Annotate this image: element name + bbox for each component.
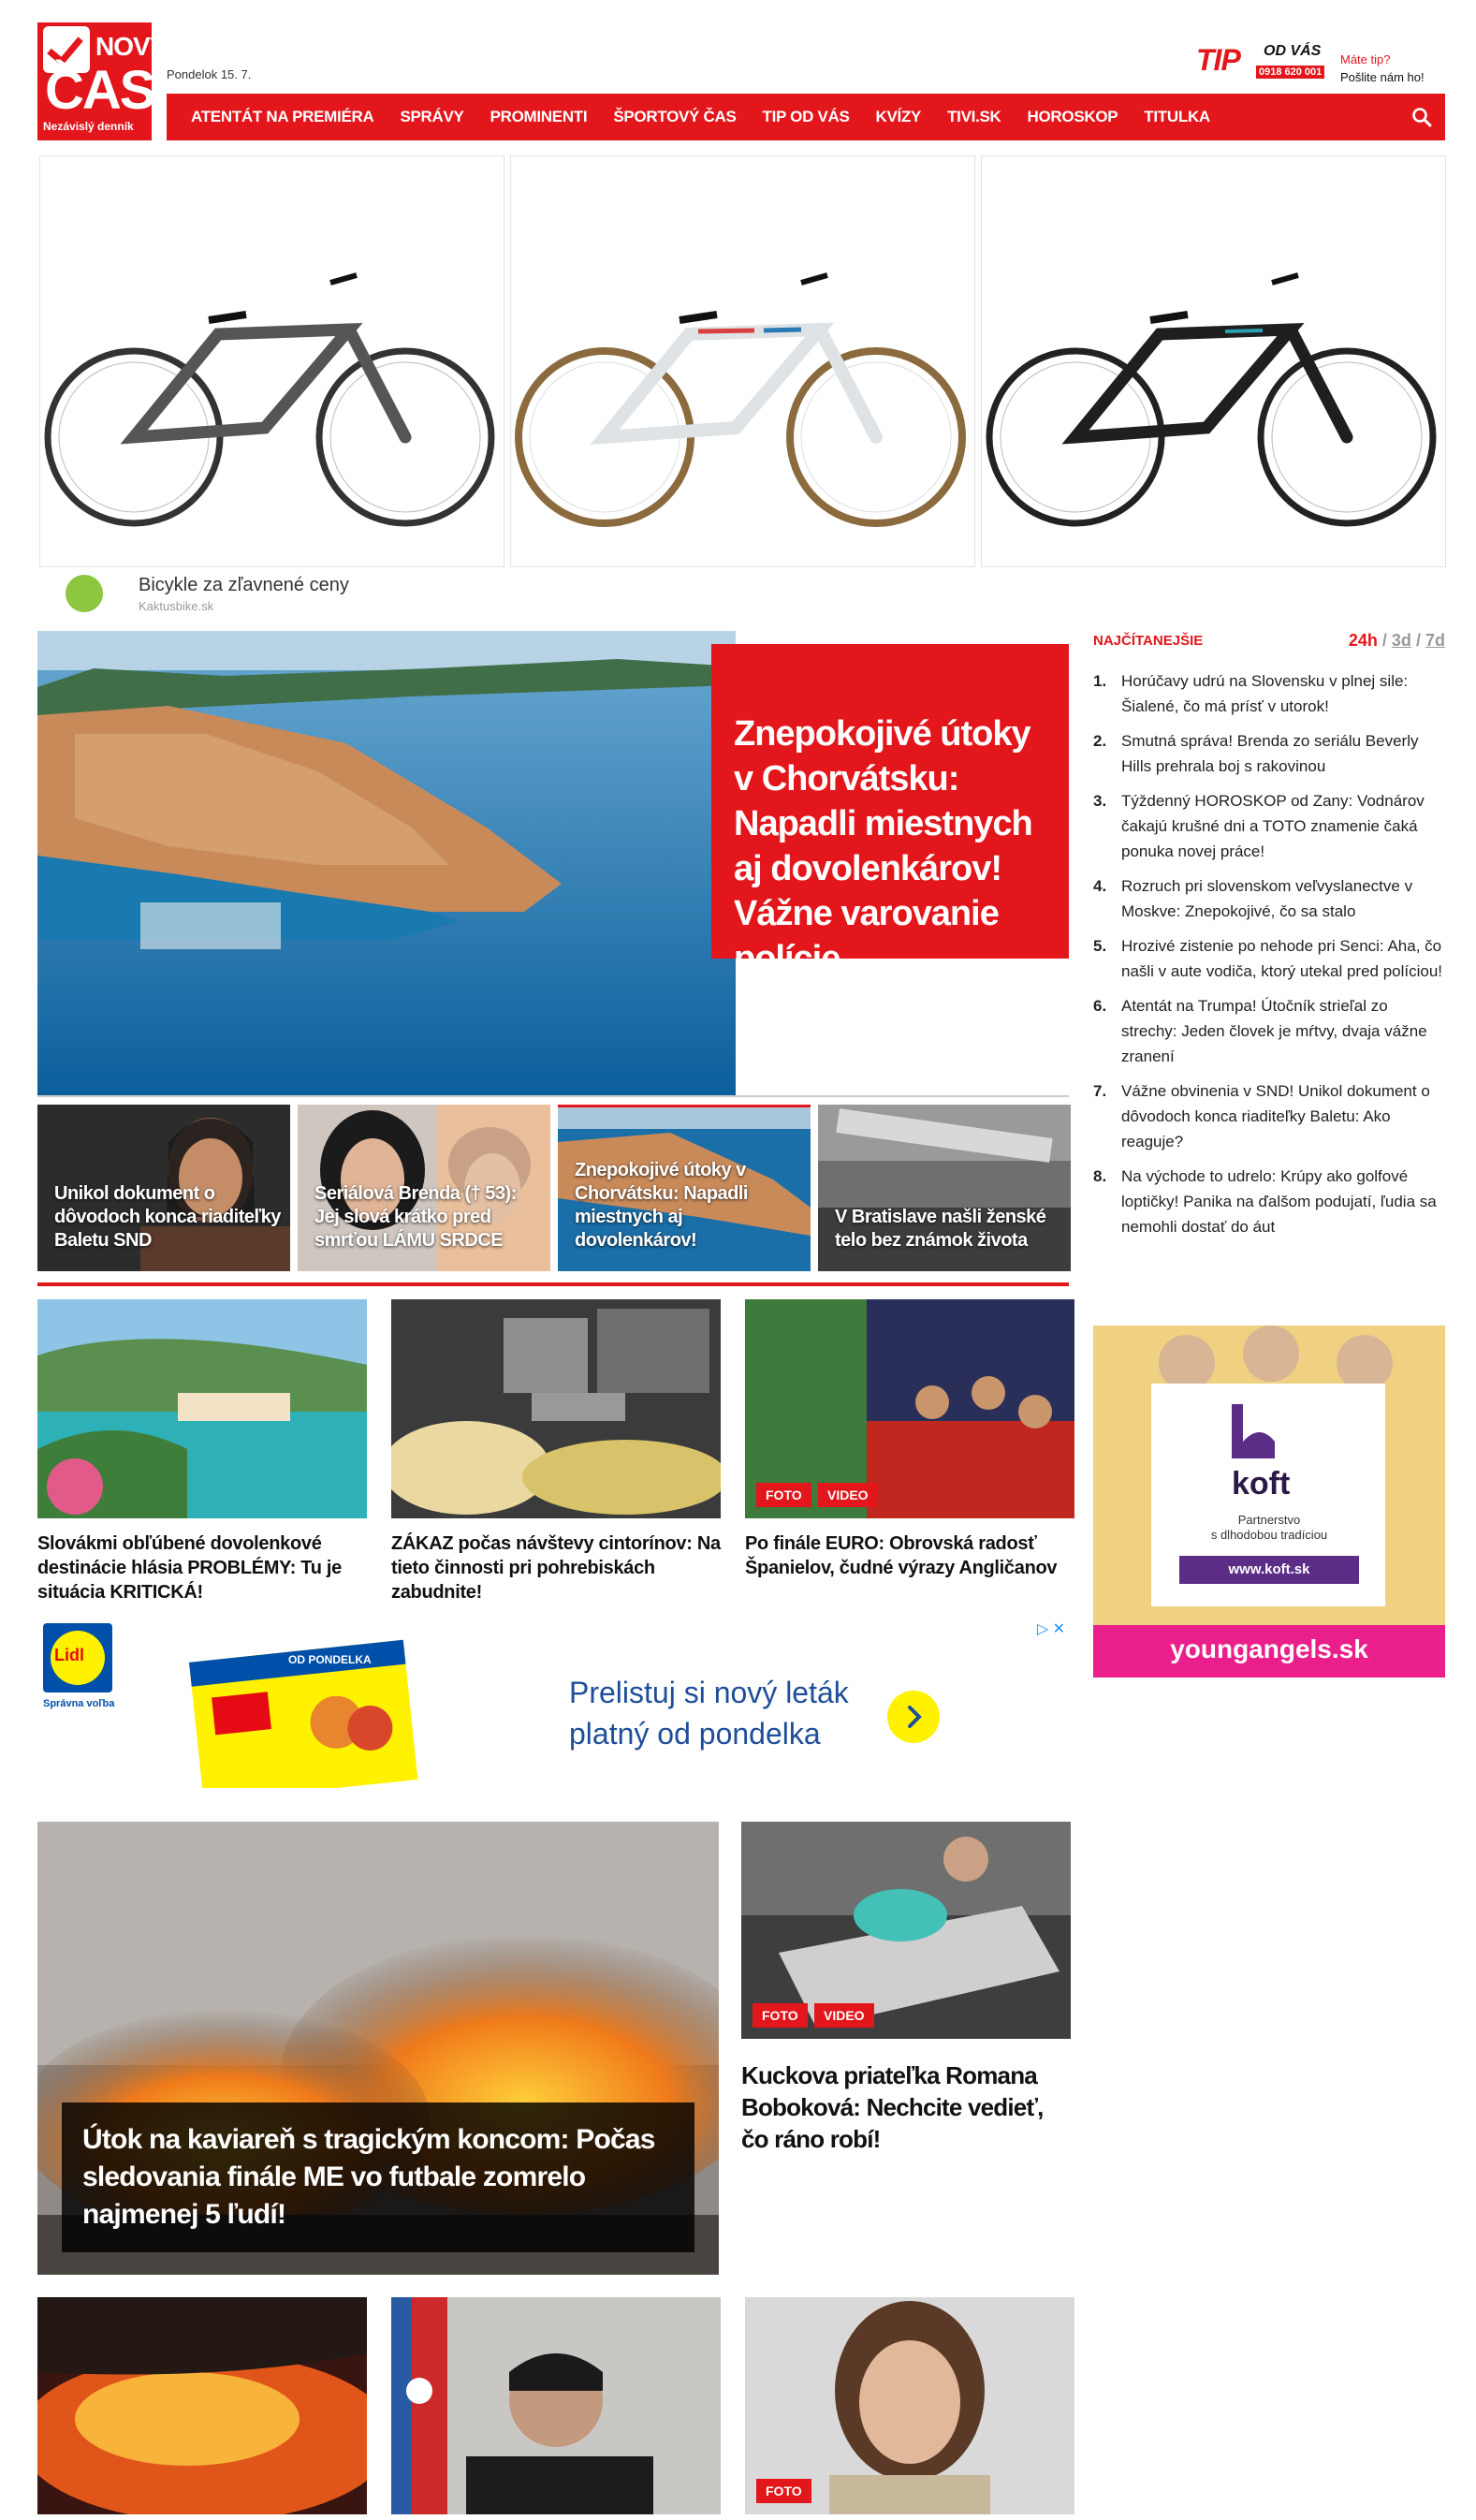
most-read-list: [1093, 668, 1447, 1344]
ad-domain: Kaktusbike.sk: [139, 599, 214, 613]
tab-3d[interactable]: 3d: [1391, 631, 1411, 650]
most-read: [1093, 633, 1447, 1344]
list-item-title[interactable]: Hrozivé zistenie po nehode pri Senci: Aha, čo našli v aute vodiča, ktorý utekal pred políciou!: [1121, 937, 1443, 980]
list-item[interactable]: 8. Na východe to udrelo: Krúpy ako golfové loptičky! Panika na ďalšom podujatí, ľudia sa nemohli dostať do áut: [1093, 1167, 1437, 1236]
nav-item-horoskop[interactable]: HOROSKOP: [1027, 108, 1118, 125]
article-card[interactable]: [37, 1299, 367, 1604]
mini-article[interactable]: [558, 1105, 811, 1271]
lidl-line1: Prelistuj si nový leták: [569, 1676, 849, 1709]
article-title[interactable]: Po finále EURO: Obrovská radosť Španielov, čudné výrazy Angličanov: [745, 1533, 1058, 1578]
leaflet-image[interactable]: [176, 1633, 419, 1788]
mini-article[interactable]: [298, 1105, 550, 1271]
list-item[interactable]: 7. Vážne obvinenia v SND! Unikol dokument o dôvodoch konca riaditeľky Baletu: Ako reaguje?: [1093, 1082, 1430, 1150]
list-item-title[interactable]: Horúčavy udrú na Slovensku v plnej sile: Šialené, čo má prísť v utorok!: [1121, 672, 1409, 715]
logo-tagline: Nezávislý denník: [43, 120, 134, 133]
lidl-ad[interactable]: [39, 1619, 1069, 1788]
article-image[interactable]: [37, 1299, 367, 1518]
nav-item-kvizy[interactable]: KVÍZY: [875, 108, 922, 125]
ad-title[interactable]: Bicykle za zľavnené ceny: [139, 575, 349, 595]
ad-choices[interactable]: [1037, 1619, 1065, 1638]
lidl-line2: platný od pondelka: [569, 1717, 821, 1751]
article-card[interactable]: [741, 1822, 1071, 2155]
foto-badge: FOTO: [753, 2003, 808, 2028]
bike-image[interactable]: [510, 155, 975, 567]
tip-send: Pošlite nám ho!: [1340, 70, 1425, 84]
nav-item-titulka[interactable]: TITULKA: [1144, 108, 1210, 125]
lidl-logo: [43, 1623, 112, 1692]
tab-separator: /: [1381, 631, 1387, 650]
tip-logo[interactable]: [1196, 43, 1327, 84]
featured-article-title[interactable]: Útok na kaviareň s tragickým koncom: Počas sledovania finále ME vo futbale zomrelo najmenej 5 ľudí!: [62, 2102, 694, 2252]
leaflet-label: OD PONDELKA: [288, 1653, 372, 1666]
list-item[interactable]: 4. Rozruch pri slovenskom veľvyslanectve v Moskve: Znepokojivé, čo sa stalo: [1093, 877, 1413, 920]
article-title[interactable]: Slovákmi obľúbené dovolenkové destinácie hlásia PROBLÉMY: Tu je situácia KRITICKÁ!: [37, 1533, 342, 1603]
koft-ad[interactable]: [1093, 1326, 1445, 1678]
video-badge: VIDEO: [814, 2003, 874, 2028]
logo-top: NOVÝ: [95, 32, 167, 61]
tip-logo-od-vas: OD VÁS: [1264, 43, 1322, 59]
bike-image[interactable]: [981, 155, 1446, 567]
koft-line2: s dlhodobou tradíciou: [1210, 1528, 1328, 1542]
lidl-text[interactable]: [569, 1672, 849, 1754]
hero-headline-box[interactable]: [711, 644, 1069, 978]
foto-badge: FOTO: [756, 1483, 811, 1507]
nav-item-sport[interactable]: ŠPORTOVÝ ČAS: [613, 108, 737, 125]
nav-item-tivi[interactable]: TIVI.SK: [947, 108, 1001, 125]
search-icon[interactable]: [1411, 107, 1432, 127]
list-item[interactable]: 2. Smutná správa! Brenda zo seriálu Beverly Hills prehrala boj s rakovinou: [1093, 732, 1419, 775]
mini-article[interactable]: [818, 1105, 1071, 1271]
most-read-heading: NAJČÍTANEJŠIE: [1093, 633, 1204, 649]
koft-url[interactable]: www.koft.sk: [1179, 1556, 1359, 1584]
article-card[interactable]: [391, 1299, 721, 1604]
koft-logo-icon: [1224, 1404, 1280, 1472]
list-item-title[interactable]: Týždenný HOROSKOP od Zany: Vodnárov čakajú krušné dni a TOTO znamenie čaká ponuka novej práce!: [1121, 792, 1425, 860]
kaktus-logo-icon: [66, 575, 103, 612]
tab-24h[interactable]: 24h: [1348, 631, 1378, 650]
article-image[interactable]: [391, 1299, 721, 1518]
article-image[interactable]: [37, 2297, 367, 2514]
list-item[interactable]: 1. Horúčavy udrú na Slovensku v plnej sile: Šialené, čo má prísť v utorok!: [1093, 672, 1409, 715]
article-image[interactable]: [745, 1299, 1074, 1518]
list-item-title[interactable]: Smutná správa! Brenda zo seriálu Beverly Hills prehrala boj s rakovinou: [1121, 732, 1419, 775]
nav-item-spravy[interactable]: SPRÁVY: [400, 108, 464, 125]
chevron-right-icon[interactable]: [887, 1691, 940, 1743]
tip-link[interactable]: [1340, 51, 1425, 86]
main-nav: [167, 94, 1445, 140]
mini-article-title[interactable]: Znepokojivé útoky v Chorvátsku: Napadli miestnych aj dovolenkárov!: [575, 1160, 748, 1251]
tip-logo-phone: 0918 620 001: [1256, 66, 1324, 79]
list-item[interactable]: 5. Hrozivé zistenie po nehode pri Senci: Aha, čo našli v aute vodiča, ktorý utekal pred políciou!: [1093, 937, 1443, 980]
mini-article[interactable]: [37, 1105, 290, 1271]
article-title[interactable]: Kuckova priateľka Romana Boboková: Nechcite vedieť, čo ráno robí!: [741, 2061, 1044, 2153]
foto-badge: FOTO: [756, 2479, 811, 2503]
logo-main: ČAS: [45, 60, 154, 121]
video-badge: VIDEO: [818, 1483, 878, 1507]
hero-title[interactable]: Znepokojivé útoky v Chorvátsku: Napadli miestnych aj dovolenkárov! Vážne varovanie polície: [734, 714, 1032, 978]
period-tabs: [1349, 631, 1445, 651]
article-title[interactable]: ZÁKAZ počas návštevy cintorínov: Na tieto činnosti pri pohrebiskách zabudnite!: [391, 1533, 721, 1603]
section-divider: [37, 1282, 1069, 1286]
mini-article-title[interactable]: V Bratislave našli ženské telo bez známok života: [835, 1207, 1046, 1251]
list-item-title[interactable]: Rozruch pri slovenskom veľvyslanectve v Moskve: Znepokojivé, čo sa stalo: [1121, 877, 1413, 920]
koft-line1: Partnerstvo: [1237, 1513, 1301, 1527]
list-item-title[interactable]: Atentát na Trumpa! Útočník strieľal zo strechy: Jeden človek je mŕtvy, dvaja vážne zranení: [1121, 997, 1427, 1065]
nav-item-atentat[interactable]: ATENTÁT NA PREMIÉRA: [191, 108, 374, 125]
list-item-title[interactable]: Vážne obvinenia v SND! Unikol dokument o dôvodoch konca riaditeľky Baletu: Ako reaguje?: [1121, 1082, 1430, 1150]
ad-choices-icon[interactable]: ▷: [1036, 1621, 1049, 1637]
koft-brand: koft: [1232, 1466, 1291, 1502]
site-logo[interactable]: [37, 22, 167, 140]
bike-image[interactable]: [39, 155, 504, 567]
list-item[interactable]: 3. Týždenný HOROSKOP od Zany: Vodnárov čakajú krušné dni a TOTO znamenie čaká ponuka novej práce!: [1093, 792, 1425, 860]
close-icon[interactable]: ✕: [1052, 1621, 1065, 1637]
lidl-brand: Lidl: [54, 1646, 84, 1664]
nav-item-prominenti[interactable]: PROMINENTI: [490, 108, 588, 125]
article-image[interactable]: [745, 2297, 1074, 2514]
tip-question: Máte tip?: [1340, 52, 1391, 66]
article-image[interactable]: [741, 1822, 1071, 2039]
lidl-slogan: Správna voľba: [43, 1698, 115, 1709]
current-date: Pondelok 15. 7.: [167, 67, 252, 81]
tab-separator: /: [1415, 631, 1421, 650]
list-item-title[interactable]: Na východe to udrelo: Krúpy ako golfové loptičky! Panika na ďalšom podujatí, ľudia sa nemohli dostať do áut: [1121, 1167, 1437, 1236]
mini-article-title[interactable]: Seriálová Brenda († 53): Jej slová krátko pred smrťou LÁMU SRDCE: [314, 1183, 517, 1251]
hero-image[interactable]: [37, 631, 736, 1095]
nav-item-tip[interactable]: TIP OD VÁS: [762, 108, 850, 125]
divider: [37, 1095, 1069, 1097]
tip-logo-text: TIP: [1196, 43, 1240, 77]
article-card[interactable]: [745, 1299, 1074, 1580]
article-image[interactable]: [391, 2297, 721, 2514]
koft-footer[interactable]: youngangels.sk: [1170, 1634, 1368, 1663]
tab-7d[interactable]: 7d: [1425, 631, 1445, 650]
bike-ad[interactable]: [39, 152, 1443, 569]
list-item[interactable]: 6. Atentát na Trumpa! Útočník strieľal zo strechy: Jeden človek je mŕtvy, dvaja vážne zranení: [1093, 997, 1427, 1065]
mini-article-title[interactable]: Unikol dokument o dôvodoch konca riaditeľky Baletu SND: [54, 1183, 281, 1251]
featured-article[interactable]: [37, 1822, 719, 2275]
